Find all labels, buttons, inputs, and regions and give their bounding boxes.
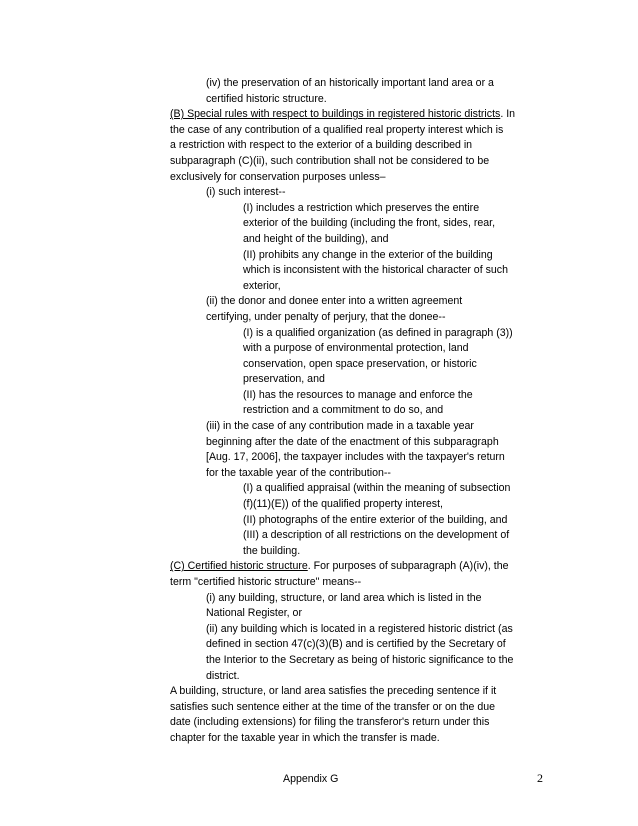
text-line bbox=[170, 544, 550, 560]
text-line bbox=[170, 201, 550, 217]
text-line bbox=[170, 575, 550, 591]
text-line bbox=[170, 341, 550, 357]
text-line bbox=[170, 185, 550, 201]
line-text: (f)(11)(E)) of the qualified property interest, bbox=[243, 498, 443, 511]
text-line bbox=[170, 216, 550, 232]
text-line bbox=[170, 232, 550, 248]
line-text: the Interior to the Secretary as being of historic significance to the bbox=[206, 653, 514, 666]
text-line bbox=[170, 669, 550, 685]
line-text: (i) any building, structure, or land area which is listed in the bbox=[206, 591, 482, 604]
text-line bbox=[170, 123, 550, 139]
line-text: the building. bbox=[243, 544, 301, 557]
text-line bbox=[170, 372, 550, 388]
text-line bbox=[170, 107, 550, 123]
line-text: exclusively for conservation purposes unless– bbox=[170, 170, 386, 183]
text-line bbox=[170, 700, 550, 716]
line-text: subparagraph (C)(ii), such contribution shall not be considered to be bbox=[170, 154, 490, 167]
line-text: conservation, open space preservation, or historic bbox=[243, 357, 477, 370]
line-text: restriction and a commitment to do so, and bbox=[243, 404, 444, 417]
line-text: certified historic structure. bbox=[206, 92, 327, 105]
text-line bbox=[170, 637, 550, 653]
underlined-heading: (C) Certified historic structure bbox=[170, 560, 308, 573]
line-text: . For purposes of subparagraph (A)(iv), the bbox=[307, 560, 509, 573]
text-line bbox=[170, 326, 550, 342]
text-line bbox=[170, 450, 550, 466]
text-line bbox=[170, 279, 550, 295]
line-text: (II) prohibits any change in the exterior of the building bbox=[243, 248, 493, 261]
line-text: A building, structure, or land area satisfies the preceding sentence if it bbox=[170, 685, 497, 698]
text-line bbox=[170, 294, 550, 310]
line-text: which is inconsistent with the historical character of such bbox=[243, 264, 508, 277]
page-number: 2 bbox=[537, 771, 543, 785]
line-text: district. bbox=[206, 669, 240, 682]
underlined-heading: (B) Special rules with respect to buildings in registered historic districts bbox=[170, 108, 501, 121]
text-line bbox=[170, 154, 550, 170]
text-line bbox=[170, 388, 550, 404]
line-text: (i) such interest-- bbox=[206, 186, 286, 199]
text-line bbox=[170, 528, 550, 544]
text-line bbox=[170, 403, 550, 419]
line-text: and height of the building), and bbox=[243, 232, 389, 245]
text-line bbox=[170, 310, 550, 326]
line-text: . In bbox=[500, 108, 516, 121]
text-line bbox=[170, 263, 550, 279]
text-line bbox=[170, 513, 550, 529]
line-text: (ii) the donor and donee enter into a written agreement bbox=[206, 295, 463, 308]
text-line bbox=[170, 92, 550, 108]
text-line bbox=[170, 357, 550, 373]
text-line bbox=[170, 466, 550, 482]
text-line bbox=[170, 731, 550, 747]
line-text: preservation, and bbox=[243, 373, 325, 386]
text-line bbox=[170, 497, 550, 513]
text-line bbox=[170, 481, 550, 497]
line-text: beginning after the date of the enactment of this subparagraph bbox=[206, 435, 499, 448]
footer-label: Appendix G bbox=[283, 773, 339, 785]
text-line bbox=[170, 170, 550, 186]
line-text: defined in section 47(c)(3)(B) and is certified by the Secretary of bbox=[206, 638, 506, 651]
line-text: a restriction with respect to the exterior of a building described in bbox=[170, 139, 473, 152]
line-text: (II) photographs of the entire exterior of the building, and bbox=[243, 513, 508, 526]
line-text: for the taxable year of the contribution-- bbox=[206, 466, 391, 479]
line-text: [Aug. 17, 2006], the taxpayer includes with the taxpayer's return bbox=[206, 451, 505, 464]
text-line bbox=[170, 419, 550, 435]
line-text: (iii) in the case of any contribution made in a taxable year bbox=[206, 420, 474, 433]
text-line bbox=[170, 248, 550, 264]
text-line bbox=[170, 622, 550, 638]
line-text: exterior of the building (including the front, sides, rear, bbox=[243, 217, 496, 230]
text-line bbox=[170, 559, 550, 575]
line-text: (III) a description of all restrictions on the development of bbox=[243, 529, 510, 542]
line-text: (iv) the preservation of an historically important land area or a bbox=[206, 77, 494, 89]
line-text: certifying, under penalty of perjury, that the donee-- bbox=[206, 310, 446, 323]
text-line bbox=[170, 606, 550, 622]
line-text: (I) a qualified appraisal (within the meaning of subsection bbox=[243, 482, 511, 495]
line-text: date (including extensions) for filing the transferor's return under this bbox=[170, 716, 490, 729]
line-text: the case of any contribution of a qualified real property interest which is bbox=[170, 123, 504, 136]
line-text: National Register, or bbox=[206, 607, 302, 620]
text-line bbox=[170, 435, 550, 451]
line-text: exterior, bbox=[243, 279, 281, 292]
line-text: (I) includes a restriction which preserves the entire bbox=[243, 201, 480, 214]
text-line bbox=[170, 591, 550, 607]
line-text: term "certified historic structure" means-- bbox=[170, 576, 362, 588]
document-body bbox=[170, 76, 550, 747]
line-text: with a purpose of environmental protection, land bbox=[243, 342, 469, 355]
line-text: (I) is a qualified organization (as defined in paragraph (3)) bbox=[243, 326, 513, 339]
text-line bbox=[170, 715, 550, 731]
line-text: satisfies such sentence either at the time of the transfer or on the due bbox=[170, 700, 496, 713]
text-line bbox=[170, 138, 550, 154]
text-line bbox=[170, 653, 550, 669]
line-text: (ii) any building which is located in a registered historic district (as bbox=[206, 622, 513, 635]
text-line bbox=[170, 76, 550, 92]
line-text: (II) has the resources to manage and enforce the bbox=[243, 388, 473, 401]
text-line bbox=[170, 684, 550, 700]
line-text: chapter for the taxable year in which the transfer is made. bbox=[170, 731, 440, 744]
